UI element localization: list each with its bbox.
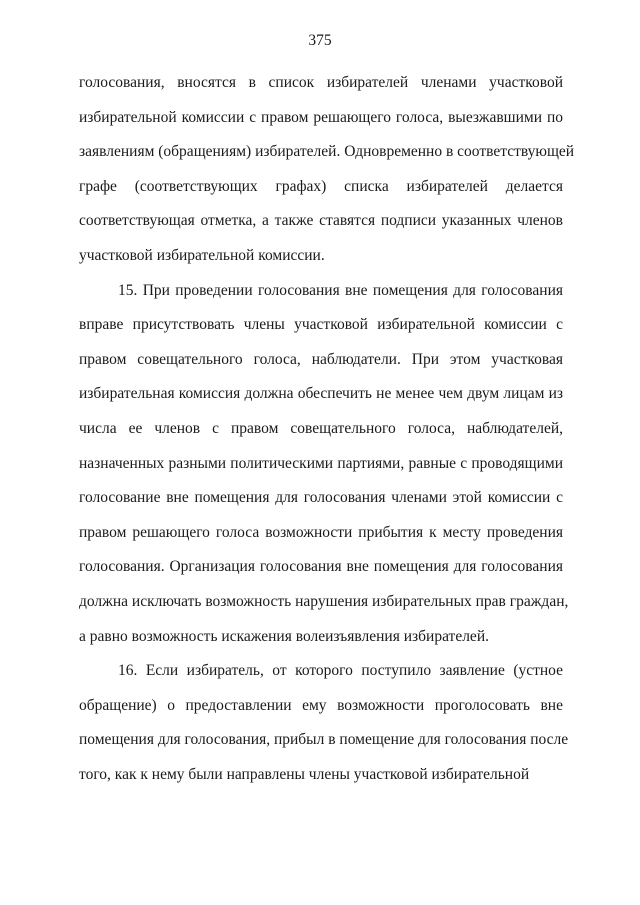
text-line: правом решающего голоса возможности прибытия к месту проведения [79,523,563,541]
text-line: должна исключать возможность нарушения избирательных прав граждан, [79,592,569,610]
paragraph-16 [79,654,569,792]
text-line: 16. Если избиратель, от которого поступило заявление (устное [118,662,563,680]
text-line: избирательной комиссии с правом решающего голоса, выезжавшими по [79,108,563,126]
text-line: 15. При проведении голосования вне помещения для голосования [118,281,563,299]
text-line: голосования, вносятся в список избирателей членами участковой [79,74,563,91]
paragraph-15 [79,274,569,655]
text-line: голосования. Организация голосования вне помещения для голосования [79,558,563,576]
text-line: назначенных разными политическими партиями, равные с проводящими [79,454,563,472]
text-line: помещения для голосования, прибыл в помещение для голосования после [79,731,569,749]
text-line: голосование вне помещения для голосования членами этой комиссии с [79,489,563,507]
paragraph-continuation [79,66,575,274]
text-line: избирательная комиссия должна обеспечить не менее чем двум лицам из [79,385,563,403]
text-line: заявлениям (обращениям) избирателей. Одновременно в соответствующей [79,143,575,161]
document-body [79,66,575,792]
text-line: того, как к нему были направлены члены участковой избирательной [79,765,530,783]
text-line: участковой избирательной комиссии. [79,246,325,264]
text-line: числа ее членов с правом совещательного голоса, наблюдателей, [79,419,563,437]
text-line: правом совещательного голоса, наблюдатели. При этом участковая [79,350,563,368]
text-line: а равно возможность искажения волеизъявления избирателей. [79,627,489,645]
text-line: соответствующая отметка, а также ставятся подписи указанных членов [79,212,563,230]
text-line: графе (соответствующих графах) списка избирателей делается [79,177,563,195]
text-line: вправе присутствовать члены участковой избирательной комиссии с [79,316,563,334]
page-number: 375 [308,32,332,49]
text-line: обращение) о предоставлении ему возможности проголосовать вне [79,696,563,714]
